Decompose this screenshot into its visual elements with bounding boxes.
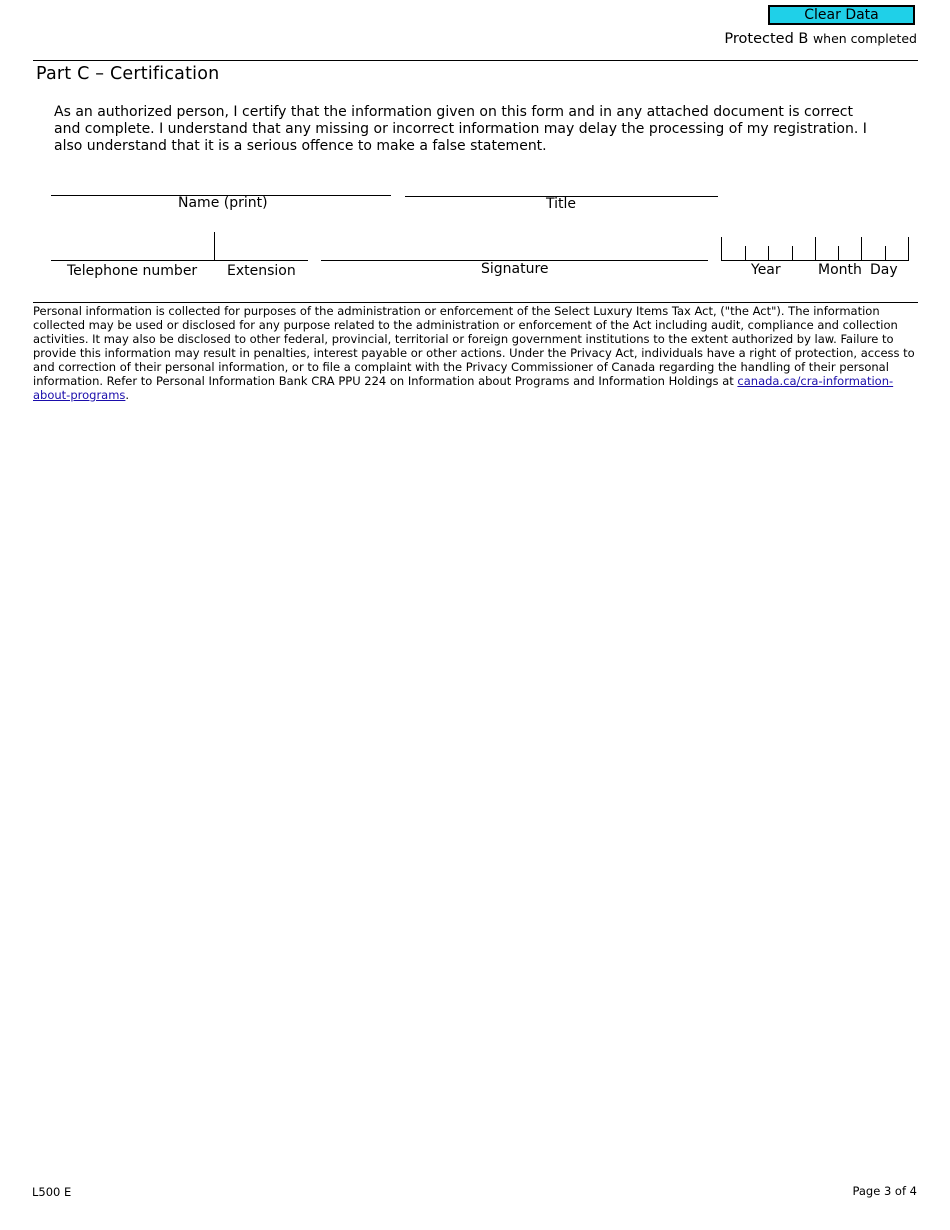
- date-tick: [815, 237, 816, 261]
- protected-suffix: when completed: [812, 31, 917, 46]
- month-label: Month: [818, 262, 862, 278]
- section-title: Part C – Certification: [36, 64, 220, 84]
- form-number: L500 E: [32, 1185, 72, 1199]
- clear-data-button[interactable]: Clear Data: [768, 5, 915, 25]
- day-label: Day: [870, 262, 898, 278]
- name-label: Name (print): [178, 195, 268, 211]
- date-tick: [885, 246, 886, 261]
- date-tick: [838, 246, 839, 261]
- extension-label: Extension: [227, 263, 296, 279]
- signature-label: Signature: [481, 261, 549, 277]
- privacy-text: Personal information is collected for purposes of the administration or enforcement of the Select Luxury Items Tax Act, ("the Act"). The information collected may be used or disclosed for any purpose related to the administration or enforcement of the Act including audit, compliance and collection activities. It may also be disclosed to other federal, provincial, territorial or foreign government institutions to the extent authorized by law. Failure to provide this information may result in penalties, interest payable or other actions. Under the Privacy Act, individuals have a right of protection, access to and correction of their personal information, or to file a complaint with the Privacy Commissioner of Canada regarding the handling of their personal information. Refer to Personal Information Bank CRA PPU 224 on Information about Programs and Information Holdings at: [33, 304, 915, 388]
- certification-statement: As an authorized person, I certify that the information given on this form and in any attached document is correct and complete. I understand that any missing or incorrect information may delay the processing of my registration. I also understand that it is a serious offence to make a false statement.: [54, 104, 867, 154]
- privacy-end: .: [125, 388, 130, 402]
- telephone-underline: [51, 260, 308, 261]
- protected-b-notice: [724, 31, 917, 47]
- privacy-divider: [33, 302, 918, 303]
- page-number: Page 3 of 4: [852, 1184, 917, 1198]
- extension-input[interactable]: [215, 236, 307, 259]
- title-label: Title: [546, 196, 577, 212]
- name-input[interactable]: [51, 172, 391, 194]
- date-tick: [768, 246, 769, 261]
- privacy-notice: [33, 304, 923, 402]
- year-label: Year: [751, 262, 781, 278]
- date-tick: [861, 237, 862, 261]
- date-tick: [792, 246, 793, 261]
- telephone-input[interactable]: [51, 236, 214, 259]
- telephone-label: Telephone number: [67, 263, 198, 279]
- privacy-link[interactable]: canada.ca/cra-information-about-programs: [33, 374, 894, 402]
- protected-label: Protected B: [724, 31, 809, 47]
- title-input[interactable]: [405, 173, 718, 195]
- date-tick: [721, 237, 722, 261]
- date-tick: [908, 237, 909, 261]
- header-divider: [33, 60, 918, 61]
- date-tick: [745, 246, 746, 261]
